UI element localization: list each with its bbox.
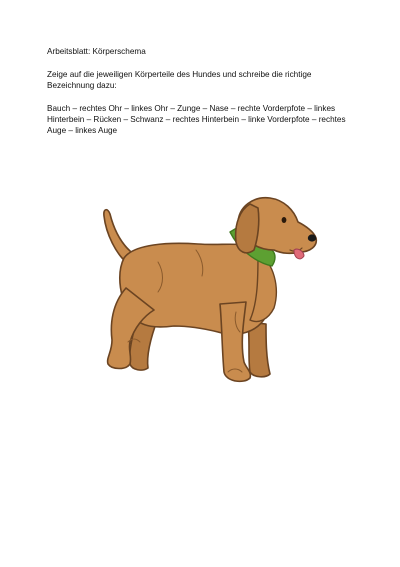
- dog-ear: [236, 204, 259, 253]
- dog-illustration-icon: [98, 192, 320, 390]
- text-block: [47, 46, 357, 136]
- worksheet-instruction: Zeige auf die jeweiligen Körperteile des Hundes und schreibe die richtige Bezeichnung dazu:: [47, 69, 312, 90]
- dog-body: [120, 243, 273, 334]
- word-list: Bauch – rechtes Ohr – linkes Ohr – Zunge – Nase – rechte Vorderpfote – linkes Hinterbein – Rücken – Schwanz – rechtes Hinterbein – linke Vorderpfote – rechtes Auge – linkes Auge: [47, 103, 346, 136]
- dog-eye: [282, 217, 287, 223]
- worksheet-title: Arbeitsblatt: Körperschema: [47, 47, 146, 56]
- dog-nose: [308, 234, 316, 241]
